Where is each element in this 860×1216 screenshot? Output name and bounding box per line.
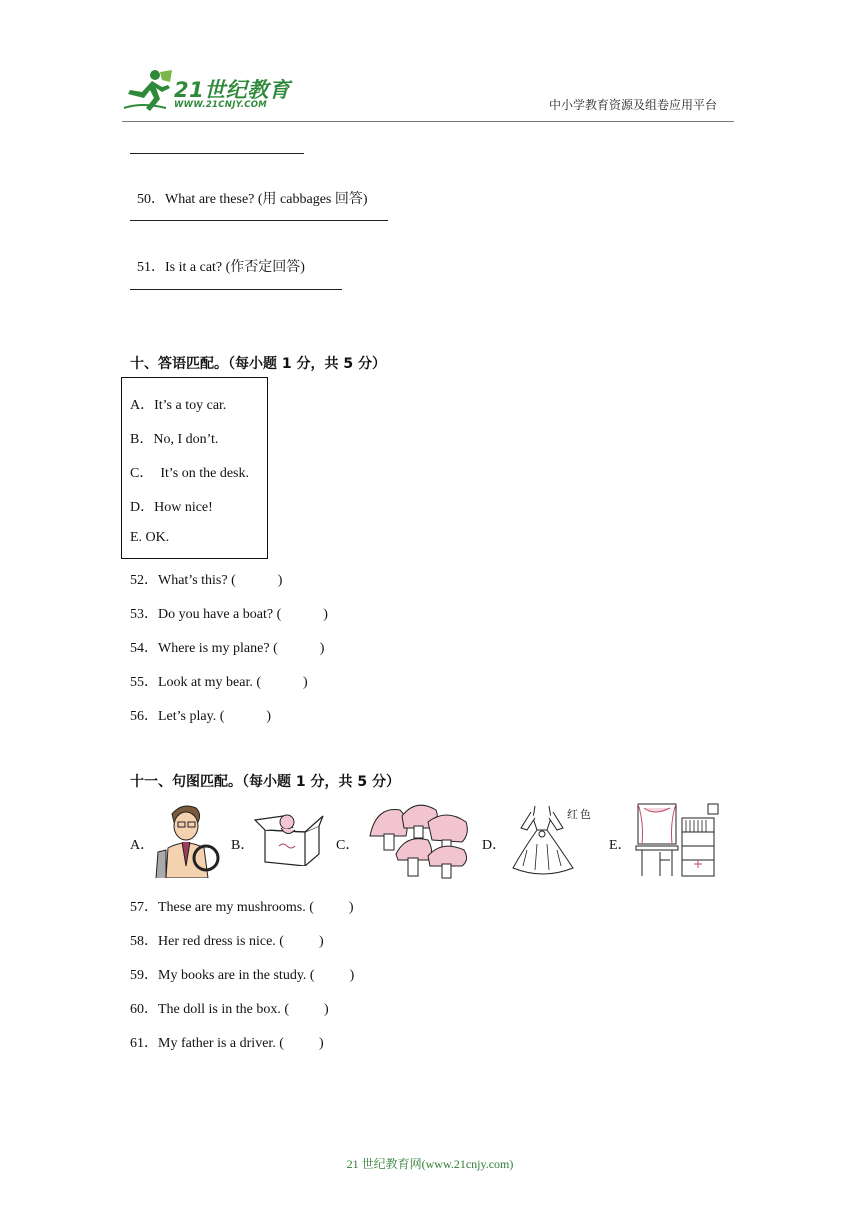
section-11-title: 十一、句图匹配。（每小题 1 分，共 5 分） [130,774,400,790]
question-text: Where is my plane? ( ) [158,641,325,656]
study-room-picture [634,802,722,878]
question-text: What are these? (用 cabbages 回答) [165,192,368,207]
picture-label-e: E． [609,838,632,853]
question-number: 58． [130,934,158,949]
question-text: My father is a driver. ( ) [158,1036,324,1051]
answer-line-51[interactable] [130,289,342,290]
question-number: 57． [130,900,158,915]
picture-label-a: A． [130,838,155,853]
driver-picture [152,800,224,878]
question-57 [130,896,354,916]
question-55 [130,671,308,691]
question-number: 52． [130,573,158,588]
header-platform-text: 中小学教育资源及组卷应用平台 [549,98,718,112]
picture-label-b: B． [231,838,255,853]
picture-label-c: C． [336,838,360,853]
question-text: Is it a cat? (作否定回答) [165,260,305,275]
runner-logo-icon [122,68,174,114]
question-50 [130,172,368,208]
question-text: Do you have a boat? ( ) [158,607,328,622]
question-number: 61． [130,1036,158,1051]
option-a: A．It’s a toy car. [130,398,227,413]
question-text: Her red dress is nice. ( ) [158,934,324,949]
question-text: What’s this? ( ) [158,573,283,588]
question-number: 54． [130,641,158,656]
picture-label-d: D． [482,838,507,853]
option-b: B．No, I don’t. [130,432,219,447]
option-e: E. OK. [130,530,170,545]
site-logo [122,68,292,118]
answer-line-49 [130,153,304,154]
question-number: 53． [130,607,158,622]
question-text: The doll is in the box. ( ) [158,1002,329,1017]
question-text: My books are in the study. ( ) [158,968,355,983]
mushrooms-picture [366,800,472,880]
question-number: 59． [130,968,158,983]
answer-options-box [121,377,268,559]
page-footer [0,1155,860,1172]
question-number: 60． [130,1002,158,1017]
question-number: 55． [130,675,158,690]
question-text: Look at my bear. ( ) [158,675,308,690]
question-52 [130,569,282,589]
question-59 [130,964,354,984]
question-56 [130,705,271,725]
question-51 [130,240,305,276]
logo-url: WWW.21CNJY.COM [174,100,268,110]
question-number: 56． [130,709,158,724]
question-54 [130,637,324,657]
doll-in-box-picture [253,808,329,866]
header-divider [122,121,734,122]
question-number: 50． [137,192,165,207]
footer-text[interactable]: 21 世纪教育网(www.21cnjy.com) [346,1157,514,1171]
question-61 [130,1032,324,1052]
logo-title: 21世纪教育 [174,78,291,102]
question-text: These are my mushrooms. ( ) [158,900,354,915]
question-60 [130,998,329,1018]
question-number: 51． [137,260,165,275]
question-text: Let’s play. ( ) [158,709,272,724]
question-58 [130,930,324,950]
answer-line-50[interactable] [130,220,388,221]
option-d: D．How nice! [130,500,213,515]
section-10-title: 十、答语匹配。（每小题 1 分，共 5 分） [130,356,386,372]
question-53 [130,603,328,623]
dress-color-caption: 红色 [567,808,593,821]
option-c: C． It’s on the desk. [130,466,249,481]
